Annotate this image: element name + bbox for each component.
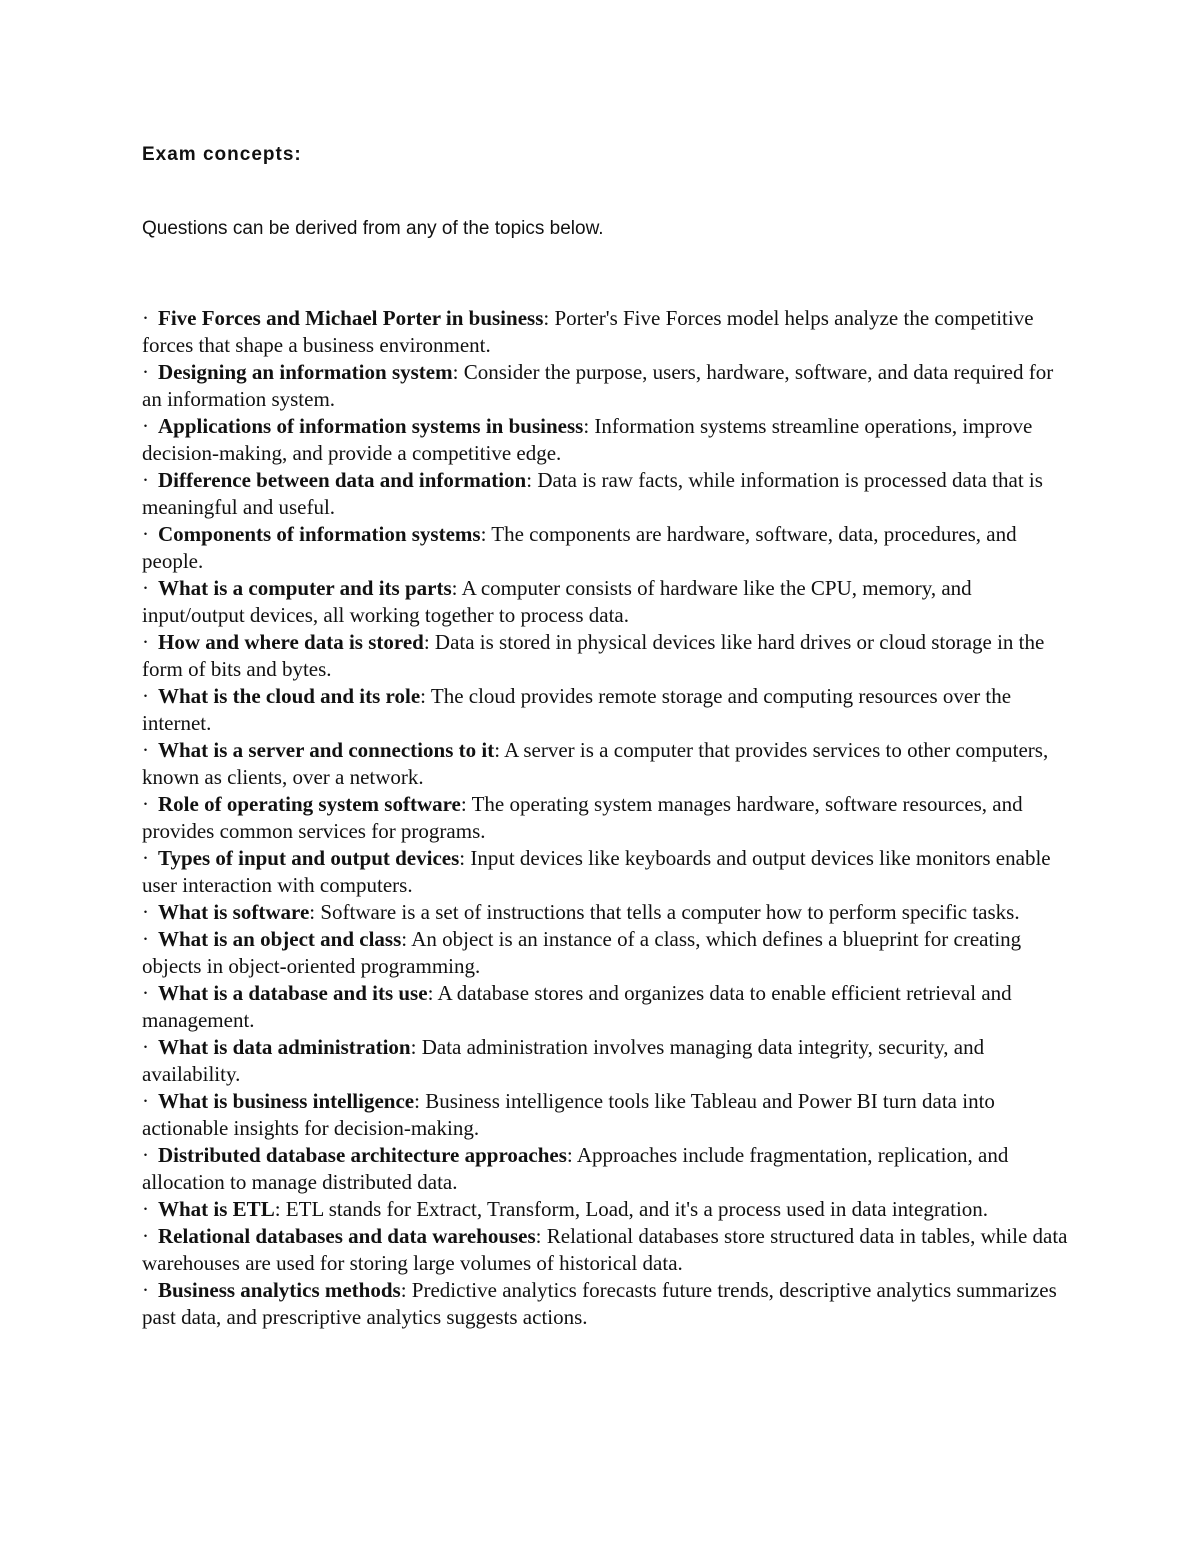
topic-term: What is the cloud and its role <box>158 684 421 708</box>
list-item <box>142 575 1072 629</box>
topic-description: : ETL stands for Extract, Transform, Load, and it's a process used in data integration. <box>274 1197 989 1221</box>
bullet-icon: · <box>142 576 149 600</box>
bullet-icon: · <box>142 1224 149 1248</box>
topic-description: : A database stores and organizes data to enable efficient retrieval and management. <box>142 981 1012 1032</box>
topic-description: : Relational databases store structured data in tables, while data warehouses are used for storing large volumes of historical data. <box>142 1224 1068 1275</box>
topic-term: What is an object and class <box>158 927 402 951</box>
list-item <box>142 1088 1072 1142</box>
topic-description: : Data is raw facts, while information is processed data that is meaningful and useful. <box>142 468 1043 519</box>
list-item <box>142 359 1072 413</box>
bullet-icon: · <box>142 900 149 924</box>
topic-term: What is software <box>158 900 310 924</box>
topic-term: What is a database and its use <box>158 981 428 1005</box>
bullet-icon: · <box>142 792 149 816</box>
bullet-icon: · <box>142 1143 149 1167</box>
topic-term: Designing an information system <box>158 360 453 384</box>
topic-description: : An object is an instance of a class, which defines a blueprint for creating objects in object-oriented programming. <box>142 927 1022 978</box>
list-item <box>142 980 1072 1034</box>
topic-term: How and where data is stored <box>158 630 424 654</box>
bullet-icon: · <box>142 630 149 654</box>
topic-description: : A server is a computer that provides services to other computers, known as clients, over a network. <box>142 738 1049 789</box>
list-item <box>142 1034 1072 1088</box>
topic-term: Applications of information systems in business <box>158 414 584 438</box>
topic-description: : Data administration involves managing data integrity, security, and availability. <box>142 1035 985 1086</box>
topic-term: Components of information systems <box>158 522 481 546</box>
topic-description: : Consider the purpose, users, hardware, software, and data required for an information system. <box>142 360 1054 411</box>
topic-description: : Predictive analytics forecasts future trends, descriptive analytics summarizes past data, and prescriptive analytics suggests actions. <box>142 1278 1057 1329</box>
topic-term: What is a computer and its parts <box>158 576 452 600</box>
list-item <box>142 1142 1072 1196</box>
list-item <box>142 413 1072 467</box>
list-item <box>142 899 1072 926</box>
topic-term: Role of operating system software <box>158 792 461 816</box>
topic-description: : Approaches include fragmentation, replication, and allocation to manage distributed data. <box>142 1143 1009 1194</box>
list-item <box>142 791 1072 845</box>
topic-description: : Data is stored in physical devices like hard drives or cloud storage in the form of bits and bytes. <box>142 630 1045 681</box>
topic-description: : Information systems streamline operations, improve decision-making, and provide a competitive edge. <box>142 414 1033 465</box>
topic-term: Distributed database architecture approaches <box>158 1143 567 1167</box>
bullet-icon: · <box>142 414 149 438</box>
topic-term: What is data administration <box>158 1035 411 1059</box>
list-item <box>142 521 1072 575</box>
topic-description: : The cloud provides remote storage and computing resources over the internet. <box>142 684 1012 735</box>
bullet-icon: · <box>142 927 149 951</box>
bullet-icon: · <box>142 360 149 384</box>
topic-description: : Input devices like keyboards and output devices like monitors enable user interaction with computers. <box>142 846 1051 897</box>
topic-term: Types of input and output devices <box>158 846 460 870</box>
topic-list <box>142 305 1072 1331</box>
list-item <box>142 629 1072 683</box>
bullet-icon: · <box>142 846 149 870</box>
topic-description: : Porter's Five Forces model helps analyze the competitive forces that shape a business environment. <box>142 306 1034 357</box>
bullet-icon: · <box>142 306 149 330</box>
topic-term: What is a server and connections to it <box>158 738 495 762</box>
bullet-icon: · <box>142 738 149 762</box>
topic-description: : Software is a set of instructions that tells a computer how to perform specific tasks. <box>309 900 1020 924</box>
topic-term: Relational databases and data warehouses <box>158 1224 536 1248</box>
list-item <box>142 845 1072 899</box>
bullet-icon: · <box>142 522 149 546</box>
bullet-icon: · <box>142 1089 149 1113</box>
list-item <box>142 683 1072 737</box>
list-item <box>142 737 1072 791</box>
list-item <box>142 926 1072 980</box>
topic-description: : A computer consists of hardware like the CPU, memory, and input/output devices, all working together to process data. <box>142 576 972 627</box>
bullet-icon: · <box>142 468 149 492</box>
topic-term: Difference between data and information <box>158 468 527 492</box>
topic-description: : The operating system manages hardware, software resources, and provides common services for programs. <box>142 792 1023 843</box>
topic-description: : Business intelligence tools like Tableau and Power BI turn data into actionable insights for decision-making. <box>142 1089 995 1140</box>
topic-term: What is ETL <box>158 1197 275 1221</box>
list-item <box>142 1277 1072 1331</box>
bullet-icon: · <box>142 1197 149 1221</box>
list-item <box>142 467 1072 521</box>
topic-term: What is business intelligence <box>158 1089 415 1113</box>
bullet-icon: · <box>142 1035 149 1059</box>
topic-description: : The components are hardware, software, data, procedures, and people. <box>142 522 1017 573</box>
bullet-icon: · <box>142 684 149 708</box>
bullet-icon: · <box>142 981 149 1005</box>
list-item <box>142 305 1072 359</box>
intro-text: Questions can be derived from any of the topics below. <box>142 218 604 239</box>
list-item <box>142 1196 1072 1223</box>
topic-term: Business analytics methods <box>158 1278 401 1302</box>
list-item <box>142 1223 1072 1277</box>
topic-term: Five Forces and Michael Porter in business <box>158 306 544 330</box>
page-title: Exam concepts: <box>142 144 302 165</box>
bullet-icon: · <box>142 1278 149 1302</box>
